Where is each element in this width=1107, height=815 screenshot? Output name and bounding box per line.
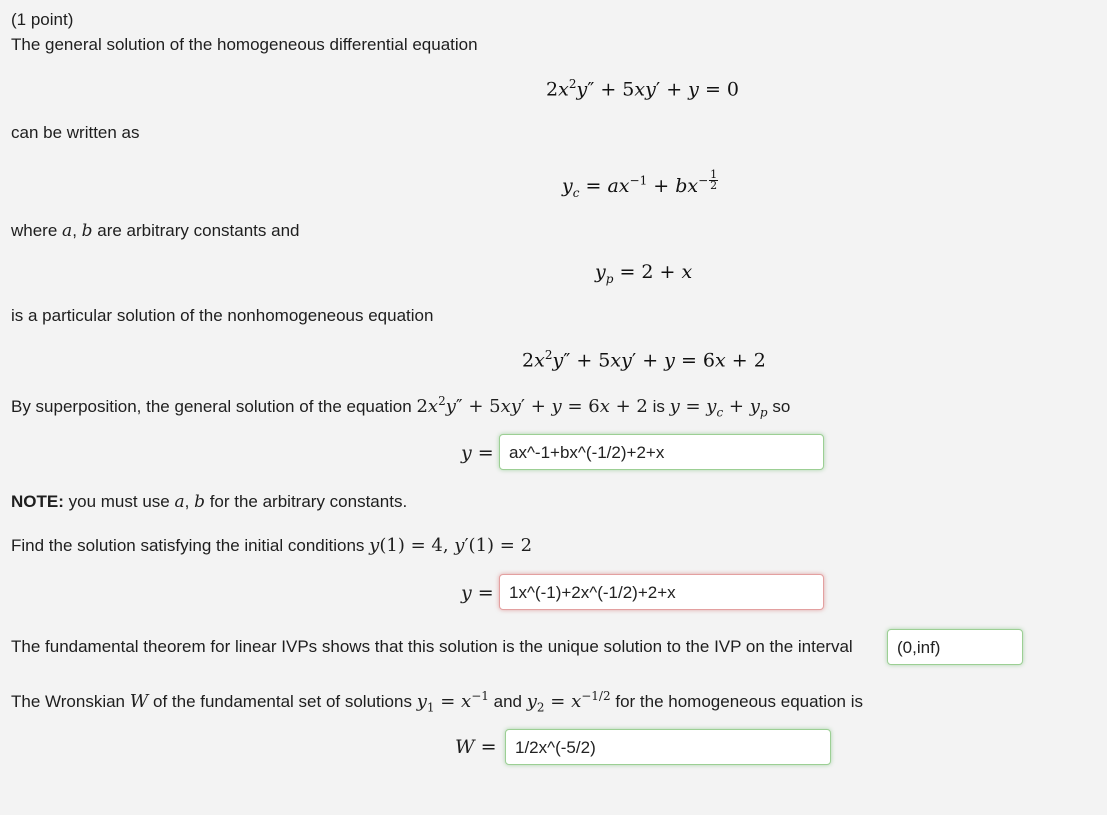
can-be-written-text: can be written as <box>11 123 140 142</box>
nonhomogeneous-equation: $2x^2y'' + 5xy' + y = 6x + 2$ <box>522 348 766 372</box>
wronskian-input[interactable]: 1/2x^(-5/2) <box>505 729 831 765</box>
wronskian-answer-label: W = <box>455 736 497 758</box>
general-answer-label: y = <box>461 442 494 464</box>
ivp-solution-input[interactable]: 1x^(-1)+2x^(-1/2)+2+x <box>499 574 824 610</box>
wronskian-text: The Wronskian W of the fundamental set of solutions $y_1 = x^{-1}$ and $y_2 = x^{-1/2}$ for the homogeneous equation is <box>11 689 863 715</box>
ivp-text: Find the solution satisfying the initial conditions y(1) = 4, y′(1) = 2 <box>11 535 533 556</box>
particular-solution: $y_p = 2 + x$ <box>595 261 693 286</box>
interval-text: The fundamental theorem for linear IVPs shows that this solution is the unique solution to the IVP on the interval <box>11 637 853 656</box>
homogeneous-equation: $2x^2y'' + 5xy' + y = 0$ <box>546 77 739 101</box>
where-text: where a, b are arbitrary constants and <box>11 221 300 241</box>
note-text: NOTE: you must use a, b for the arbitrary constants. <box>11 492 408 512</box>
interval-input[interactable]: (0,inf) <box>887 629 1023 665</box>
superposition-text: By superposition, the general solution of the equation $2x^2y'' + 5xy' + y = 6x + 2$ is $y = y_c + y_p$ so <box>11 394 791 420</box>
general-solution-input[interactable]: ax^-1+bx^(-1/2)+2+x <box>499 434 824 470</box>
particular-text: is a particular solution of the nonhomogeneous equation <box>11 306 434 325</box>
points-label: (1 point) <box>11 10 74 29</box>
ivp-answer-label: y = <box>461 582 494 604</box>
intro-text: The general solution of the homogeneous differential equation <box>11 35 478 54</box>
complementary-solution: $y_c = ax^{-1} + bx^-$ $\frac{1}{2}$ <box>562 168 718 200</box>
